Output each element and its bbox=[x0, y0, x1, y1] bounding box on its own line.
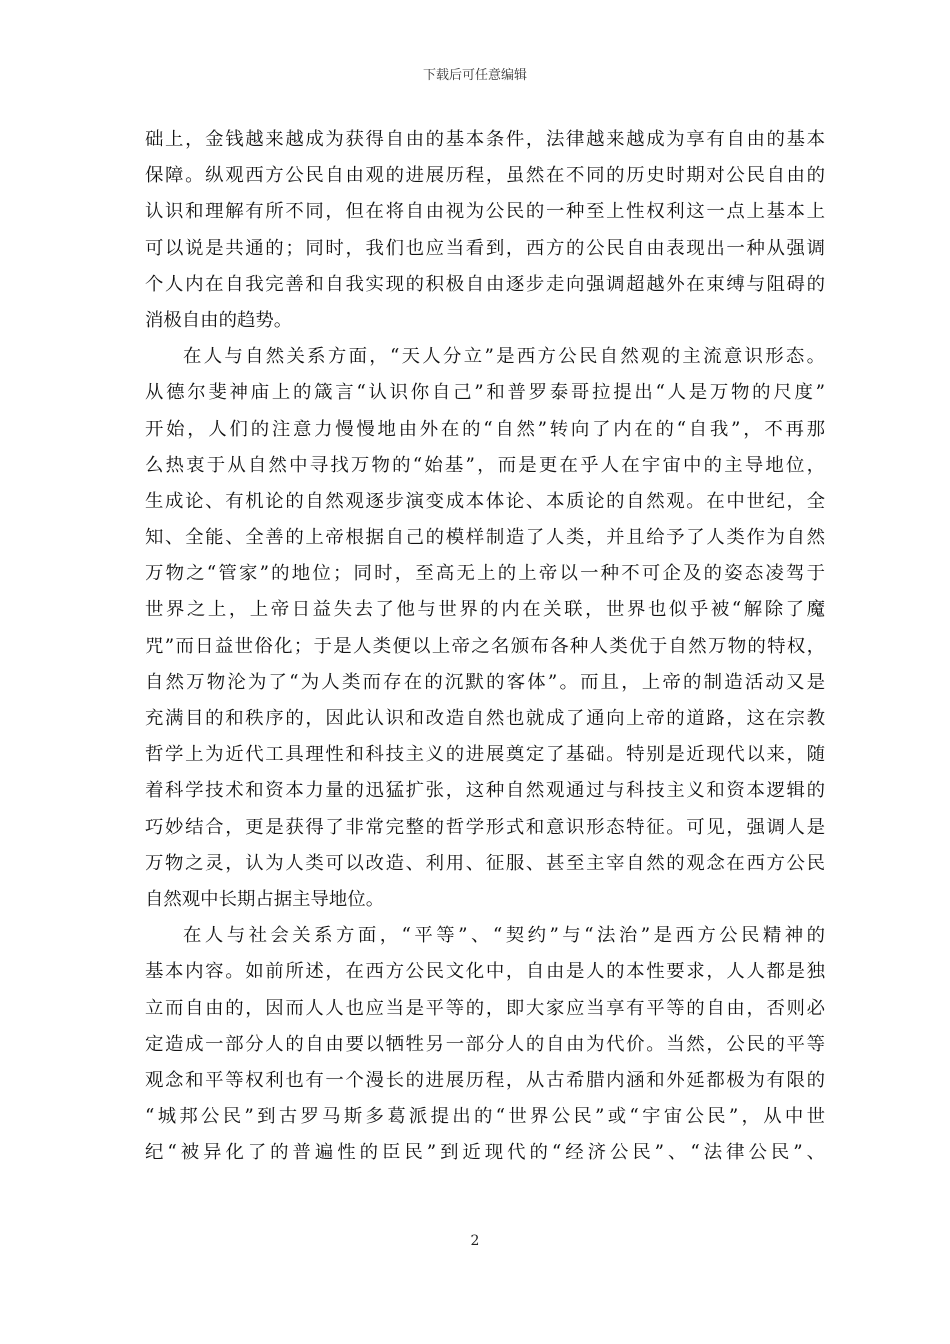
text-line: 在人与社会关系方面，“平等”、“契约”与“法治”是西方公民精神的 bbox=[183, 925, 825, 947]
text-line: 巧妙结合，更是获得了非常完整的哲学形式和意识形态特征。可见，强调人是 bbox=[145, 816, 825, 838]
text-line: 世界之上，上帝日益失去了他与世界的内在关联，世界也似乎被“解除了魔 bbox=[145, 599, 825, 621]
text-line: 万物之“管家”的地位；同时，至高无上的上帝以一种不可企及的姿态凌驾于 bbox=[145, 563, 825, 585]
text-line: 着科学技术和资本力量的迅猛扩张，这种自然观通过与科技主义和资本逻辑的 bbox=[145, 780, 825, 802]
text-line: 可以说是共通的；同时，我们也应当看到，西方的公民自由表现出一种从强调 bbox=[145, 237, 825, 259]
body-text bbox=[145, 122, 825, 1171]
text-line: 生成论、有机论的自然观逐步演变成本体论、本质论的自然观。在中世纪，全 bbox=[145, 490, 825, 512]
text-line: 知、全能、全善的上帝根据自己的模样制造了人类，并且给予了人类作为自然 bbox=[145, 527, 825, 549]
text-line: 立而自由的，因而人人也应当是平等的，即大家应当享有平等的自由，否则必 bbox=[145, 997, 825, 1019]
text-line: 开始，人们的注意力慢慢地由外在的“自然”转向了内在的“自我”，不再那 bbox=[145, 418, 825, 440]
text-line: 从德尔斐神庙上的箴言“认识你自己”和普罗泰哥拉提出“人是万物的尺度” bbox=[145, 382, 825, 404]
page-header: 下载后可任意编辑 bbox=[422, 68, 527, 83]
text-line: 哲学上为近代工具理性和科技主义的进展奠定了基础。特别是近现代以来，随 bbox=[145, 744, 825, 766]
text-line: 础上，金钱越来越成为获得自由的基本条件，法律越来越成为享有自由的基本 bbox=[145, 129, 825, 150]
page-number: 2 bbox=[470, 1233, 480, 1249]
text-line: 观念和平等权利也有一个漫长的进展历程，从古希腊内涵和外延都极为有限的 bbox=[145, 1069, 825, 1091]
text-line: 纪“被异化了的普遍性的臣民”到近现代的“经济公民”、“法律公民”、 bbox=[145, 1142, 825, 1164]
text-line: 万物之灵，认为人类可以改造、利用、征服、甚至主宰自然的观念在西方公民 bbox=[145, 852, 825, 874]
text-line: 自然万物沦为了“为人类而存在的沉默的客体”。而且，上帝的制造活动又是 bbox=[145, 671, 825, 693]
text-line: 充满目的和秩序的，因此认识和改造自然也就成了通向上帝的道路，这在宗教 bbox=[145, 708, 825, 729]
text-line: “城邦公民”到古罗马斯多葛派提出的“世界公民”或“宇宙公民”，从中世 bbox=[145, 1106, 825, 1128]
text-line: 定造成一部分人的自由要以牺牲另一部分人的自由为代价。当然，公民的平等 bbox=[145, 1033, 825, 1055]
text-line: 保障。纵观西方公民自由观的进展历程，虽然在不同的历史时期对公民自由的 bbox=[145, 165, 825, 187]
text-line: 消极自由的趋势。 bbox=[145, 309, 293, 331]
text-line: 自然观中长期占据主导地位。 bbox=[145, 888, 385, 910]
text-line: 认识和理解有所不同，但在将自由视为公民的一种至上性权利这一点上基本上 bbox=[145, 201, 825, 223]
text-line: 在人与自然关系方面，“天人分立”是西方公民自然观的主流意识形态。 bbox=[183, 346, 825, 368]
text-line: 么热衷于从自然中寻找万物的“始基”，而是更在乎人在宇宙中的主导地位， bbox=[145, 454, 825, 476]
text-line: 咒”而日益世俗化；于是人类便以上帝之名颁布各种人类优于自然万物的特权， bbox=[145, 635, 825, 657]
text-line: 个人内在自我完善和自我实现的积极自由逐步走向强调超越外在束缚与阻碍的 bbox=[145, 273, 825, 295]
text-line: 基本内容。如前所述，在西方公民文化中，自由是人的本性要求，人人都是独 bbox=[145, 961, 825, 983]
